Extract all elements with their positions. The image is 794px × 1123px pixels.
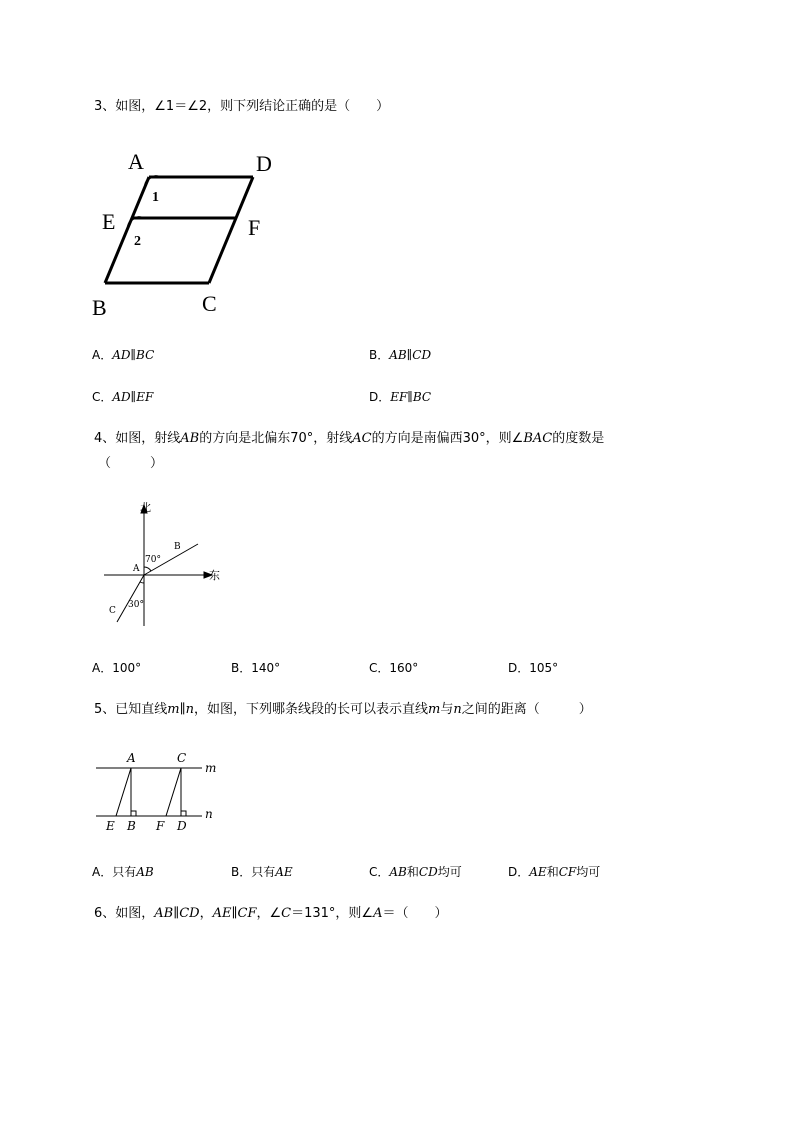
label-north: 北 [140, 501, 151, 514]
q5-option-a: A．只有AB [92, 865, 154, 879]
q5-option-d: D．AE和CF均可 [508, 865, 601, 879]
label-east: 东 [209, 569, 220, 582]
label-30: 30° [128, 600, 144, 610]
label-a: A [127, 751, 136, 765]
angle30-arc [140, 582, 144, 583]
label-d: D [177, 819, 187, 833]
line-dc [209, 177, 253, 283]
label-e: E [106, 819, 115, 833]
q4-figure [100, 498, 230, 630]
label-e: E [102, 209, 116, 234]
right-angle-b [131, 811, 136, 816]
q4-stem: 4、如图，射线AB的方向是北偏东70°，射线AC的方向是南偏西30°，则∠BAC的度数是 [94, 431, 605, 446]
right-angle-d [181, 811, 186, 816]
ray-ac [117, 575, 144, 622]
label-d: D [256, 151, 272, 176]
q3-option-a: A．AD∥BC [92, 348, 155, 362]
q6-stem: 6、如图，AB∥CD，AE∥CF，∠C＝131°，则∠A＝（ ） [94, 906, 448, 921]
label-b: B [92, 295, 107, 320]
q3-figure [88, 145, 288, 325]
q3-option-c: C．AD∥EF [92, 390, 154, 404]
q4-option-b: B．140° [231, 661, 281, 675]
segment-cf [166, 768, 181, 816]
q5-figure [92, 746, 232, 836]
label-angle2: 2 [134, 234, 141, 249]
label-n: n [205, 807, 213, 821]
segment-ae [116, 768, 131, 816]
angle70-arc [144, 567, 151, 571]
label-c: C [177, 751, 187, 765]
q4-stem-line2: （ ） [98, 456, 164, 471]
q3-option-b: B．AB∥CD [369, 348, 432, 362]
q5-option-b: B．只有AE [231, 865, 293, 879]
q5-option-c: C．AB和CD均可 [369, 865, 462, 879]
q4-option-c: C．160° [369, 661, 419, 675]
label-angle1: 1 [152, 190, 159, 205]
label-b: B [127, 819, 136, 833]
q4-option-d: D．105° [508, 661, 559, 675]
label-f: F [156, 819, 165, 833]
q4-option-a: A．100° [92, 661, 142, 675]
q3-option-d: D．EF∥BC [369, 390, 432, 404]
label-m: m [205, 761, 217, 775]
label-a: A [133, 564, 140, 574]
label-b: B [174, 542, 181, 552]
q3-stem: 3、如图，∠1＝∠2，则下列结论正确的是（ ） [94, 99, 390, 114]
label-70: 70° [145, 555, 161, 565]
label-c: C [202, 291, 217, 316]
label-a: A [128, 149, 144, 174]
label-f: F [248, 215, 261, 240]
label-c: C [109, 606, 116, 616]
q5-stem: 5、已知直线m∥n，如图，下列哪条线段的长可以表示直线m与n之间的距离（ ） [94, 702, 592, 717]
